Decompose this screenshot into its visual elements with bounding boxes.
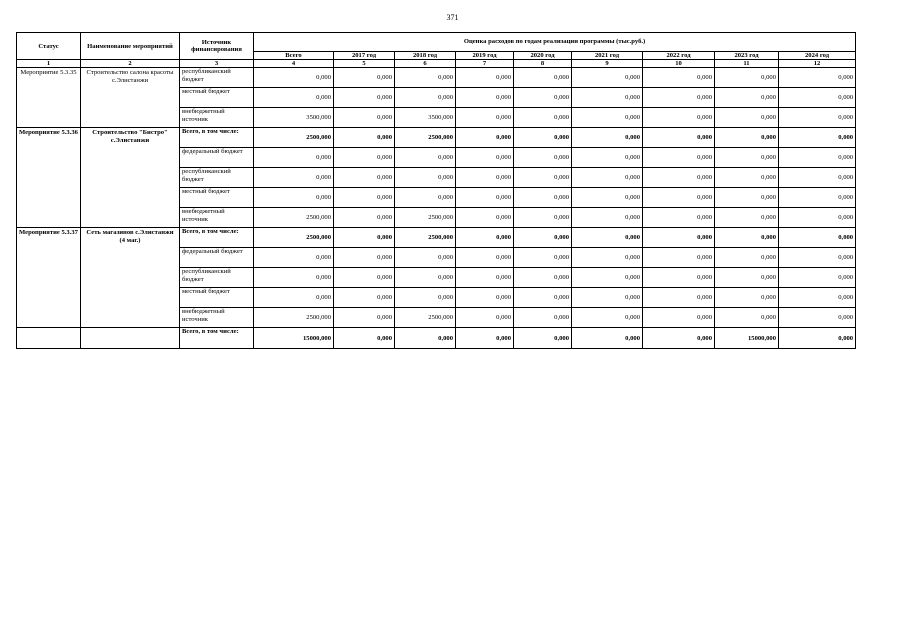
- value-cell: 0,000: [334, 128, 395, 148]
- value-cell: 0,000: [643, 88, 715, 108]
- value-cell: 0,000: [572, 68, 643, 88]
- value-cell: 0,000: [779, 88, 856, 108]
- value-cell: 0,000: [643, 108, 715, 128]
- value-cell: 0,000: [334, 248, 395, 268]
- value-cell: 0,000: [779, 288, 856, 308]
- value-cell: 0,000: [643, 308, 715, 328]
- value-cell: 0,000: [456, 108, 514, 128]
- value-cell: 0,000: [779, 268, 856, 288]
- value-cell: 0,000: [779, 248, 856, 268]
- value-cell: 0,000: [572, 188, 643, 208]
- value-cell: 0,000: [572, 268, 643, 288]
- funding-source-cell: местный бюджет: [180, 88, 254, 108]
- value-cell: 2500,000: [395, 128, 456, 148]
- column-number: 6: [395, 60, 456, 68]
- status-cell: [17, 328, 81, 349]
- value-cell: 0,000: [514, 148, 572, 168]
- value-cell: 0,000: [395, 248, 456, 268]
- value-cell: 0,000: [514, 168, 572, 188]
- value-cell: 0,000: [395, 288, 456, 308]
- column-number: 10: [643, 60, 715, 68]
- value-cell: 0,000: [254, 88, 334, 108]
- value-cell: 0,000: [715, 168, 779, 188]
- value-cell: 0,000: [334, 228, 395, 248]
- value-cell: 0,000: [779, 228, 856, 248]
- value-cell: 0,000: [572, 248, 643, 268]
- value-cell: 0,000: [643, 268, 715, 288]
- value-cell: 0,000: [514, 208, 572, 228]
- value-cell: 0,000: [514, 68, 572, 88]
- value-cell: 0,000: [334, 288, 395, 308]
- table-row: [17, 328, 856, 349]
- funding-source-cell: Всего, в том числе:: [180, 228, 254, 248]
- funding-source-cell: федеральный бюджет: [180, 248, 254, 268]
- status-cell: Мероприятие 5.3.35: [17, 68, 81, 128]
- value-cell: 0,000: [514, 128, 572, 148]
- value-cell: 2500,000: [254, 128, 334, 148]
- funding-source-cell: внебюджетный источник: [180, 208, 254, 228]
- value-cell: 2500,000: [254, 308, 334, 328]
- value-cell: 0,000: [643, 288, 715, 308]
- value-cell: 0,000: [456, 328, 514, 349]
- value-cell: 0,000: [514, 248, 572, 268]
- value-cell: 0,000: [572, 168, 643, 188]
- value-cell: 0,000: [254, 188, 334, 208]
- column-number: 4: [254, 60, 334, 68]
- status-cell: Мероприятие 5.3.37: [17, 228, 81, 328]
- value-cell: 0,000: [456, 308, 514, 328]
- column-number: 7: [456, 60, 514, 68]
- header-year: 2024 год: [779, 52, 856, 60]
- value-cell: 0,000: [715, 268, 779, 288]
- funding-source-cell: федеральный бюджет: [180, 148, 254, 168]
- value-cell: 0,000: [715, 188, 779, 208]
- value-cell: 0,000: [643, 228, 715, 248]
- value-cell: 0,000: [456, 88, 514, 108]
- value-cell: 0,000: [779, 68, 856, 88]
- header-source: Источник финансирования: [180, 33, 254, 60]
- value-cell: 0,000: [572, 308, 643, 328]
- value-cell: 0,000: [254, 168, 334, 188]
- column-number: 11: [715, 60, 779, 68]
- value-cell: 0,000: [715, 128, 779, 148]
- table-row: [17, 228, 856, 248]
- value-cell: 0,000: [514, 288, 572, 308]
- page-number: 371: [446, 13, 459, 22]
- column-index-row: [17, 60, 856, 68]
- value-cell: 0,000: [643, 248, 715, 268]
- value-cell: 0,000: [715, 288, 779, 308]
- value-cell: 0,000: [643, 128, 715, 148]
- value-cell: 0,000: [715, 148, 779, 168]
- value-cell: 0,000: [334, 148, 395, 168]
- value-cell: 0,000: [572, 208, 643, 228]
- value-cell: 0,000: [572, 228, 643, 248]
- header-year: 2023 год: [715, 52, 779, 60]
- funding-source-cell: Всего, в том числе:: [180, 128, 254, 148]
- value-cell: 0,000: [456, 208, 514, 228]
- value-cell: 0,000: [395, 88, 456, 108]
- value-cell: 2500,000: [395, 308, 456, 328]
- funding-source-cell: внебюджетный источник: [180, 108, 254, 128]
- value-cell: 0,000: [514, 308, 572, 328]
- value-cell: 0,000: [643, 148, 715, 168]
- header-year: 2017 год: [334, 52, 395, 60]
- funding-source-cell: республиканский бюджет: [180, 268, 254, 288]
- funding-source-cell: Всего, в том числе:: [180, 328, 254, 349]
- column-number: 8: [514, 60, 572, 68]
- value-cell: 0,000: [779, 328, 856, 349]
- value-cell: 0,000: [572, 148, 643, 168]
- value-cell: 0,000: [572, 288, 643, 308]
- column-number: 2: [81, 60, 180, 68]
- value-cell: 0,000: [395, 188, 456, 208]
- value-cell: 0,000: [779, 208, 856, 228]
- value-cell: 0,000: [514, 228, 572, 248]
- value-cell: 2500,000: [395, 228, 456, 248]
- value-cell: 0,000: [334, 268, 395, 288]
- header-year: 2019 год: [456, 52, 514, 60]
- value-cell: 0,000: [643, 188, 715, 208]
- value-cell: 15000,000: [715, 328, 779, 349]
- column-number: 5: [334, 60, 395, 68]
- value-cell: 0,000: [715, 208, 779, 228]
- value-cell: 0,000: [715, 108, 779, 128]
- value-cell: 0,000: [779, 148, 856, 168]
- value-cell: 0,000: [456, 288, 514, 308]
- value-cell: 0,000: [715, 68, 779, 88]
- header-year: 2018 год: [395, 52, 456, 60]
- value-cell: 2500,000: [254, 208, 334, 228]
- value-cell: 0,000: [254, 68, 334, 88]
- value-cell: 0,000: [254, 248, 334, 268]
- value-cell: 0,000: [514, 188, 572, 208]
- table-body: [17, 68, 856, 349]
- value-cell: 15000,000: [254, 328, 334, 349]
- status-cell: Мероприятие 5.3.36: [17, 128, 81, 228]
- value-cell: 0,000: [715, 308, 779, 328]
- header-estimate: Оценка расходов по годам реализации программы (тыс.руб.): [254, 33, 856, 52]
- value-cell: 0,000: [395, 148, 456, 168]
- value-cell: 0,000: [643, 208, 715, 228]
- funding-source-cell: местный бюджет: [180, 288, 254, 308]
- value-cell: 0,000: [572, 128, 643, 148]
- value-cell: 0,000: [395, 268, 456, 288]
- funding-source-cell: республиканский бюджет: [180, 68, 254, 88]
- funding-source-cell: внебюджетный источник: [180, 308, 254, 328]
- value-cell: 0,000: [254, 148, 334, 168]
- value-cell: 0,000: [334, 308, 395, 328]
- measure-name-cell: Строительство "Бистро" с.Элистанжи: [81, 128, 180, 228]
- value-cell: 0,000: [456, 248, 514, 268]
- budget-table: [16, 32, 856, 349]
- value-cell: 3500,000: [395, 108, 456, 128]
- funding-source-cell: местный бюджет: [180, 188, 254, 208]
- value-cell: 3500,000: [254, 108, 334, 128]
- value-cell: 0,000: [395, 328, 456, 349]
- value-cell: 0,000: [779, 128, 856, 148]
- value-cell: 0,000: [643, 168, 715, 188]
- header-year: 2022 год: [643, 52, 715, 60]
- value-cell: 0,000: [514, 108, 572, 128]
- measure-name-cell: [81, 328, 180, 349]
- value-cell: 0,000: [395, 68, 456, 88]
- value-cell: 0,000: [334, 168, 395, 188]
- table-row: [17, 128, 856, 148]
- value-cell: 0,000: [334, 108, 395, 128]
- value-cell: 0,000: [779, 108, 856, 128]
- value-cell: 2500,000: [395, 208, 456, 228]
- value-cell: 0,000: [572, 88, 643, 108]
- value-cell: 0,000: [514, 328, 572, 349]
- value-cell: 0,000: [715, 88, 779, 108]
- measure-name-cell: Сеть магазинов с.Элистанжи (4 маг.): [81, 228, 180, 328]
- value-cell: 0,000: [456, 228, 514, 248]
- value-cell: 0,000: [715, 248, 779, 268]
- value-cell: 0,000: [334, 188, 395, 208]
- table-row: [17, 68, 856, 88]
- value-cell: 0,000: [456, 268, 514, 288]
- value-cell: 2500,000: [254, 228, 334, 248]
- value-cell: 0,000: [334, 208, 395, 228]
- value-cell: 0,000: [572, 328, 643, 349]
- value-cell: 0,000: [779, 188, 856, 208]
- measure-name-cell: Строительство салона красоты с.Элистанжи: [81, 68, 180, 128]
- column-number: 9: [572, 60, 643, 68]
- value-cell: 0,000: [514, 268, 572, 288]
- value-cell: 0,000: [334, 68, 395, 88]
- header-year: 2020 год: [514, 52, 572, 60]
- value-cell: 0,000: [456, 68, 514, 88]
- value-cell: 0,000: [715, 228, 779, 248]
- header-name: Наименование мероприятий: [81, 33, 180, 60]
- value-cell: 0,000: [456, 188, 514, 208]
- column-number: 12: [779, 60, 856, 68]
- value-cell: 0,000: [254, 288, 334, 308]
- value-cell: 0,000: [643, 68, 715, 88]
- column-number: 1: [17, 60, 81, 68]
- value-cell: 0,000: [779, 308, 856, 328]
- value-cell: 0,000: [456, 128, 514, 148]
- value-cell: 0,000: [643, 328, 715, 349]
- value-cell: 0,000: [572, 108, 643, 128]
- column-number: 3: [180, 60, 254, 68]
- value-cell: 0,000: [514, 88, 572, 108]
- funding-source-cell: республиканский бюджет: [180, 168, 254, 188]
- value-cell: 0,000: [456, 168, 514, 188]
- value-cell: 0,000: [334, 328, 395, 349]
- header-year: Всего: [254, 52, 334, 60]
- header-status: Статус: [17, 33, 81, 60]
- value-cell: 0,000: [395, 168, 456, 188]
- value-cell: 0,000: [779, 168, 856, 188]
- value-cell: 0,000: [334, 88, 395, 108]
- value-cell: 0,000: [254, 268, 334, 288]
- header-year: 2021 год: [572, 52, 643, 60]
- value-cell: 0,000: [456, 148, 514, 168]
